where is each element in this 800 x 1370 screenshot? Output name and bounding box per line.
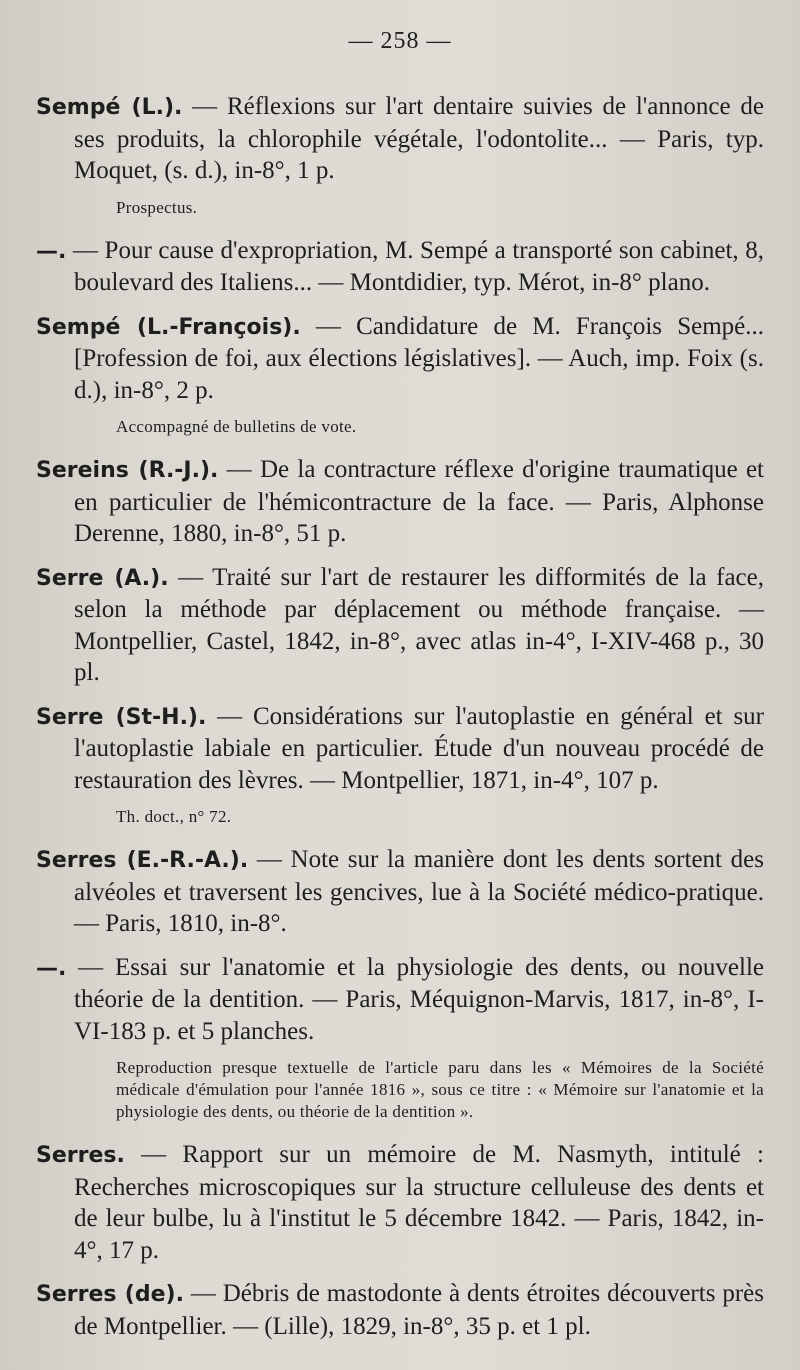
entry-serres-era [36,844,764,940]
entry-serres-era-2 [36,952,764,1048]
entry-text: — Note sur la manière dont les dents sortent des alvéoles et traversent les gencives, lue à la Société médico-pratique. — Paris, 1810, in-8°. [74,846,764,937]
entry-sereins [36,454,764,550]
entry-text: — Réflexions sur l'art dentaire suivies de l'annonce de ses produits, la chlorophile végétale, l'odontolite... — Paris, typ. Moquet, (s. d.), in-8°, 1 p. [74,93,764,184]
entry-serres [36,1139,764,1266]
entry-author: Serres (de). [36,1282,184,1307]
entry-sempe-l-2 [36,235,764,299]
entry-text: — Pour cause d'expropriation, M. Sempé a transporté son cabinet, 8, boulevard des Italiens... — Montdidier, typ. Mérot, in-8° plano. [66,236,764,296]
entry-serres-de [36,1278,764,1342]
entry-author: Serre (St-H.). [36,704,207,730]
entry-text: — Considérations sur l'autoplastie en général et sur l'autoplastie labiale en particulier. Étude d'un nouveau procédé de restauration des lèvres. — Montpellier, 1871, in-4°, 107 p. [74,702,765,794]
page-number: — 258 — [348,28,452,54]
entry-sempe-l-francois [36,311,764,407]
entry-note: Reproduction presque textuelle de l'article paru dans les « Mémoires de la Société médicale d'émulation pour l'année 1816 », sous ce titre : « Mémoire sur l'anatomie et la physiologie des dents, ou théorie de la dentition ». [116,1058,764,1121]
entry-author: Serre (A.). [36,565,169,591]
entry-author: Sempé (L.-François). [36,314,301,340]
entry-serre-st-h [36,701,764,797]
entry-note: Th. doct., n° 72. [116,807,232,826]
entry-author: Serres. [36,1143,125,1168]
entry-author: —. [36,955,67,981]
entry-note: Prospectus. [116,197,198,217]
entry-serre-a [36,562,764,689]
entry-author: —. [36,238,67,264]
entry-note: Accompagné de bulletins de vote. [116,417,357,436]
entry-author: Sereins (R.-J.). [36,458,219,483]
entry-sempe-l [36,91,764,187]
entry-text: — Essai sur l'anatomie et la physiologie des dents, ou nouvelle théorie de la dentition. — Paris, Méquignon-Marvis, 1817, in-8°, I-VI-183 p. et 5 planches. [66,953,764,1045]
entry-text: — De la contracture réflexe d'origine traumatique et en particulier de l'hémicontracture de la face. — Paris, Alphonse Derenne, 1880, in-8°, 51 p. [74,456,764,547]
entry-author: Serres (E.-R.-A.). [36,848,249,873]
entry-text: — Traité sur l'art de restaurer les difformités de la face, selon la méthode par déplacement ou méthode française. — Montpellier, Castel, 1842, in-8°, avec atlas in-4°, I-XIV-468 p., 30 pl. [74,563,764,686]
entry-author: Sempé (L.). [36,95,183,120]
entry-text: — Candidature de M. François Sempé... [Profession de foi, aux élections législatives]. — Auch, imp. Foix (s. d.), in-8°, 2 p. [74,312,764,404]
entry-text: — Débris de mastodonte à dents étroites découverts près de Montpellier. — (Lille), 1829, in-8°, 35 p. et 1 pl. [74,1280,764,1340]
entry-text: — Rapport sur un mémoire de M. Nasmyth, intitulé : Recherches microscopiques sur la structure celluleuse des dents et de leur bulbe, lu à l'institut le 5 décembre 1842. — Paris, 1842, in-4°, 17 p. [74,1141,764,1264]
